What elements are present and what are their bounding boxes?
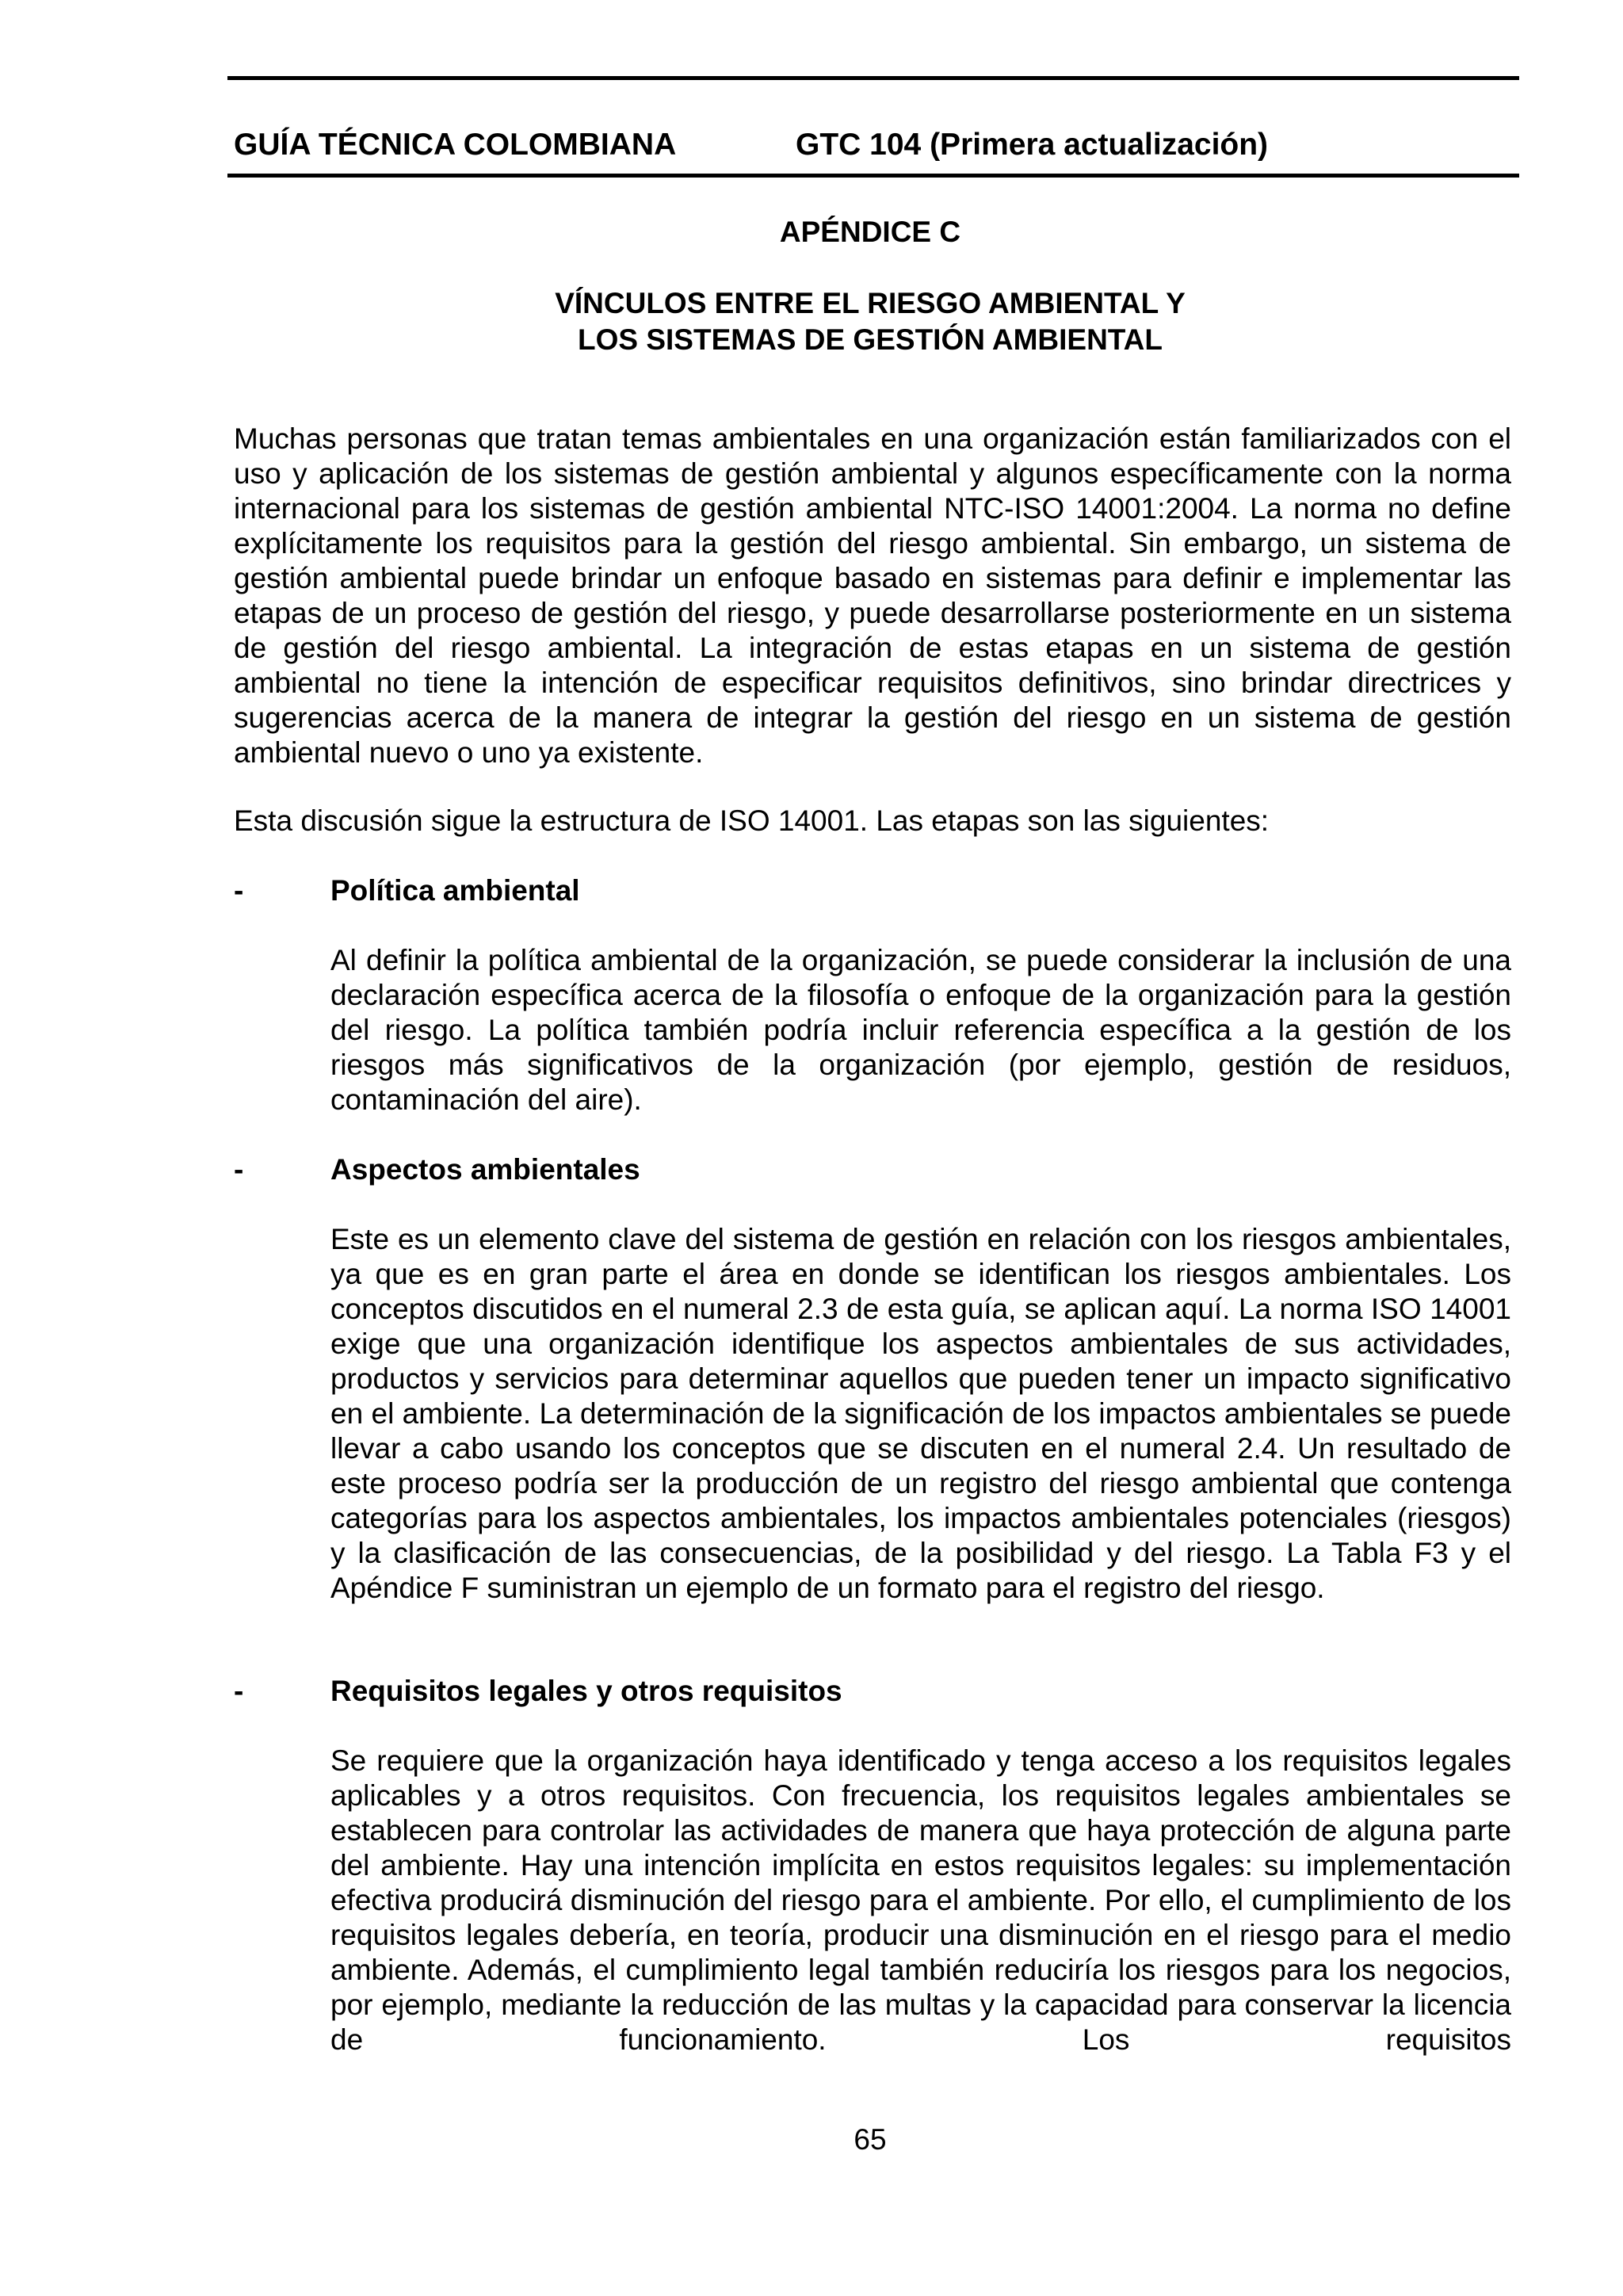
section-bullet: - <box>234 874 244 907</box>
intro-paragraph: Muchas personas que tratan temas ambientales en una organización están familiarizados con el uso y aplicación de los sistemas de gestión ambiental y algunos específicamente con la norma internacional para los sistemas de gestión ambiental NTC-ISO 14001:2004. La norma no define explícitamente los requisitos para la gestión del riesgo ambiental. Sin embargo, un sistema de gestión ambiental puede brindar un enfoque basado en sistemas para definir e implementar las etapas de un proceso de gestión del riesgo, y puede desarrollarse posteriormente en un sistema de gestión del riesgo ambiental. La integración de estas etapas en un sistema de gestión ambiental no tiene la intención de especificar requisitos definitivos, sino brindar directrices y sugerencias acerca de la manera de integrar la gestión del riesgo en un sistema de gestión ambiental nuevo o uno ya existente. <box>234 422 1511 769</box>
header-bottom-rule <box>227 174 1519 178</box>
page-number: 65 <box>854 2123 887 2156</box>
section-text-requisitos: Se requiere que la organización haya identificado y tenga acceso a los requisitos legales aplicables y a otros requisitos. Con frecuencia, los requisitos legales ambientales se establecen para controlar las actividades de manera que haya protección de alguna parte del ambiente. Hay una intención implícita en estos requisitos legales: su implementación efectiva producirá disminución del riesgo para el ambiente. Por ello, el cumplimiento de los requisitos legales debería, en teoría, producir una disminución en el riesgo para el medio ambiente. Además, el cumplimiento legal también reduciría los riesgos para los negocios, por ejemplo, mediante la reducción de las multas y la capacidad para conservar la licencia de funcionamiento. Los requisitos <box>330 1744 1511 2056</box>
header-standard-code: GTC 104 (Primera actualización) <box>796 128 1269 162</box>
section-title-politica: Política ambiental <box>330 874 580 907</box>
appendix-label: APÉNDICE C <box>779 216 961 248</box>
section-title-aspectos: Aspectos ambientales <box>330 1153 640 1186</box>
structure-paragraph: Esta discusión sigue la estructura de ISO 14001. Las etapas son las siguientes: <box>234 804 1270 837</box>
section-text-politica: Al definir la política ambiental de la organización, se puede considerar la inclusión de una declaración específica acerca de la filosofía o enfoque de la organización para la gestión del riesgo. La política también podría incluir referencia específica a la gestión de los riesgos más significativos de la organización (por ejemplo, gestión de residuos, contaminación del aire). <box>330 944 1511 1116</box>
appendix-title-line-1: VÍNCULOS ENTRE EL RIESGO AMBIENTAL Y <box>555 287 1186 319</box>
section-bullet: - <box>234 1153 244 1186</box>
header-top-rule <box>227 76 1519 80</box>
section-bullet: - <box>234 1675 244 1707</box>
section-title-requisitos: Requisitos legales y otros requisitos <box>330 1675 842 1707</box>
appendix-title-line-2: LOS SISTEMAS DE GESTIÓN AMBIENTAL <box>578 323 1163 356</box>
section-text-aspectos: Este es un elemento clave del sistema de gestión en relación con los riesgos ambientales, ya que es en gran parte el área en donde se identifican los riesgos ambientales. Los conceptos discutidos en el numeral 2.3 de esta guía, se aplican aquí. La norma ISO 14001 exige que una organización identifique los aspectos ambientales de sus actividades, productos y servicios para determinar aquellos que pueden tener un impacto significativo en el ambiente. La determinación de la significación de los impactos ambientales se puede llevar a cabo usando los conceptos que se discuten en el numeral 2.4. Un resultado de este proceso podría ser la producción de un registro del riesgo ambiental que contenga categorías para los aspectos ambientales, los impactos ambientales potenciales (riesgos) y la clasificación de las consecuencias, de la posibilidad y del riesgo. La Tabla F3 y el Apéndice F suministran un ejemplo de un formato para el registro del riesgo. <box>330 1223 1511 1604</box>
appendix-title <box>0 285 1623 358</box>
header-guide-name: GUÍA TÉCNICA COLOMBIANA <box>234 128 677 162</box>
